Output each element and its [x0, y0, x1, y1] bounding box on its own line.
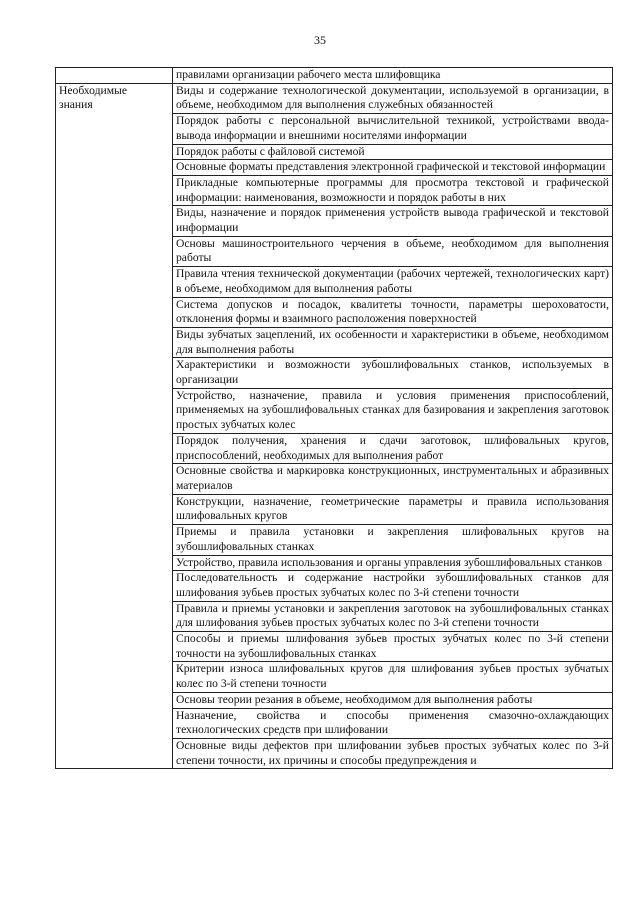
requirement-cell: Основные форматы представления электронной графической и текстовой информации: [173, 160, 613, 176]
requirement-cell: Основы машиностроительного черчения в объеме, необходимом для выполнения работы: [173, 236, 613, 266]
requirement-cell: Критерии износа шлифовальных кругов для шлифования зубьев простых зубчатых колес по 3-й степени точности: [173, 662, 613, 692]
requirement-cell: Порядок работы с персональной вычислительной техникой, устройствами ввода-вывода информации и внешними носителями информации: [173, 114, 613, 144]
page-number: 35: [314, 33, 326, 47]
section-label-cell: [56, 83, 173, 769]
requirement-cell: Прикладные компьютерные программы для просмотра текстовой и графической информации: наименования, возможности и порядок работы в них: [173, 175, 613, 205]
requirement-cell: Последовательность и содержание настройки зубошлифовальных станков для шлифования зубьев простых зубчатых колес по 3-й степени точности: [173, 571, 613, 601]
requirement-cell: Порядок работы с файловой системой: [173, 144, 613, 160]
requirement-cell: Конструкции, назначение, геометрические параметры и правила использования шлифовальных кругов: [173, 494, 613, 524]
requirement-cell: Виды зубчатых зацеплений, их особенности и характеристики в объеме, необходимом для выполнения работы: [173, 327, 613, 357]
table-row: [56, 83, 613, 113]
requirement-cell: Система допусков и посадок, квалитеты точности, параметры шероховатости, отклонения формы и взаимного расположения поверхностей: [173, 297, 613, 327]
requirement-cell: Устройство, назначение, правила и условия применения приспособлений, применяемых на зубошлифовальных станках для базирования и закрепления заготовок простых зубчатых колес: [173, 388, 613, 433]
requirement-cell: Порядок получения, хранения и сдачи заготовок, шлифовальных кругов, приспособлений, необходимых для выполнения работ: [173, 433, 613, 463]
requirement-cell: Правила и приемы установки и закрепления заготовок на зубошлифовальных станках для шлифования зубьев простых зубчатых колес по 3-й степени точности: [173, 601, 613, 631]
requirement-cell: Виды, назначение и порядок применения устройств вывода графической и текстовой информации: [173, 206, 613, 236]
requirement-cell: Приемы и правила установки и закрепления шлифовальных кругов на зубошлифовальных станках: [173, 525, 613, 555]
empty-label-cell: [56, 68, 173, 84]
table-row: [56, 68, 613, 84]
requirement-cell: Основы теории резания в объеме, необходимом для выполнения работы: [173, 692, 613, 708]
requirement-cell: Способы и приемы шлифования зубьев простых зубчатых колес по 3-й степени точности на зубошлифовальных станках: [173, 632, 613, 662]
section-label-line: знания: [59, 98, 93, 112]
requirement-cell: Характеристики и возможности зубошлифовальных станков, используемых в организации: [173, 358, 613, 388]
requirement-cell: Назначение, свойства и способы применения смазочно-охлаждающих технологических средств при шлифовании: [173, 708, 613, 738]
requirement-cell: Основные виды дефектов при шлифовании зубьев простых зубчатых колес по 3-й степени точности, их причины и способы предупреждения и: [173, 738, 613, 768]
requirement-cell: Виды и содержание технологической документации, используемой в организации, в объеме, необходимом для выполнения служебных обязанностей: [173, 83, 613, 113]
requirements-table: [55, 67, 613, 769]
continuation-cell: правилами организации рабочего места шлифовщика: [173, 68, 613, 84]
requirement-cell: Основные свойства и маркировка конструкционных, инструментальных и абразивных материалов: [173, 464, 613, 494]
section-label-line: Необходимые: [59, 83, 127, 97]
requirement-cell: Правила чтения технической документации (рабочих чертежей, технологических карт) в объеме, необходимом для выполнения работы: [173, 267, 613, 297]
requirement-cell: Устройство, правила использования и органы управления зубошлифовальных станков: [173, 555, 613, 571]
